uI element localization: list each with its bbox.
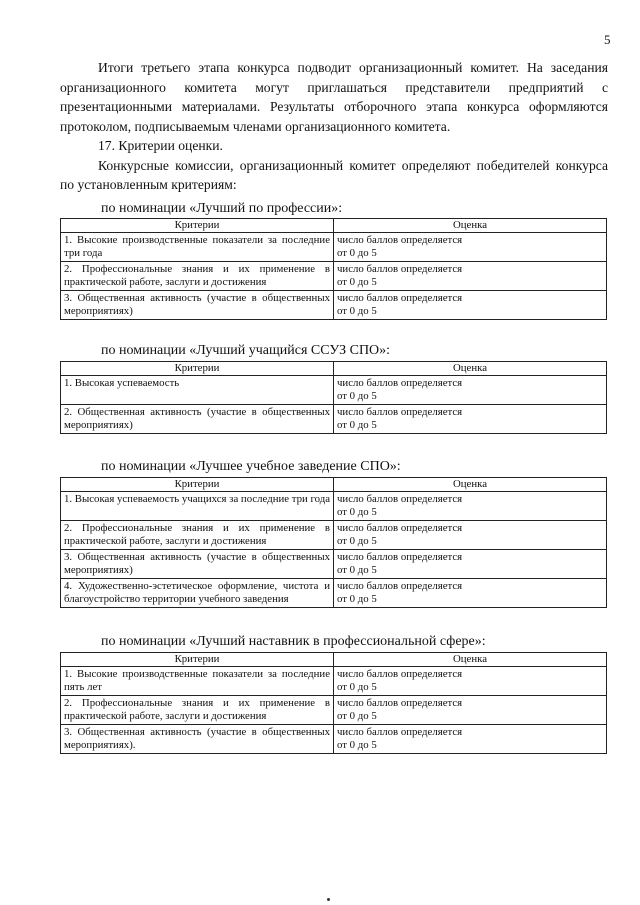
- table-row: [61, 233, 607, 262]
- criterion-cell: 3. Общественная активность (участие в общественных мероприятиях): [61, 550, 334, 579]
- criteria-table: [60, 218, 607, 320]
- column-header-score: Оценка: [334, 478, 607, 492]
- column-header-score: Оценка: [334, 362, 607, 376]
- nomination-heading: по номинации «Лучший наставник в профессиональной сфере»:: [101, 634, 486, 649]
- criteria-table: [60, 477, 607, 608]
- table-row: [61, 696, 607, 725]
- criterion-cell: 2. Общественная активность (участие в общественных мероприятиях): [61, 405, 334, 434]
- score-cell: число баллов определяется от 0 до 5: [334, 550, 607, 579]
- table-row: [61, 667, 607, 696]
- column-header-criteria: Критерии: [61, 653, 334, 667]
- table-row: [61, 262, 607, 291]
- score-cell: число баллов определяется от 0 до 5: [334, 405, 607, 434]
- score-cell: число баллов определяется от 0 до 5: [334, 579, 607, 608]
- score-cell: число баллов определяется от 0 до 5: [334, 291, 607, 320]
- criterion-cell: 3. Общественная активность (участие в общественных мероприятиях).: [61, 725, 334, 754]
- criterion-cell: 3. Общественная активность (участие в общественных мероприятиях): [61, 291, 334, 320]
- scan-dot-mark: [327, 898, 330, 901]
- column-header-criteria: Критерии: [61, 362, 334, 376]
- score-cell: число баллов определяется от 0 до 5: [334, 667, 607, 696]
- criteria-table: [60, 652, 607, 754]
- table-row: [61, 725, 607, 754]
- column-header-score: Оценка: [334, 653, 607, 667]
- intro-text: [60, 58, 608, 195]
- criterion-cell: 4. Художественно-эстетическое оформление, чистота и благоустройство территории учебного заведения: [61, 579, 334, 608]
- criterion-cell: 2. Профессиональные знания и их применение в практической работе, заслуги и достижения: [61, 262, 334, 291]
- page-number: 5: [604, 32, 611, 47]
- score-cell: число баллов определяется от 0 до 5: [334, 725, 607, 754]
- table-row: [61, 405, 607, 434]
- table-row: [61, 550, 607, 579]
- score-cell: число баллов определяется от 0 до 5: [334, 376, 607, 405]
- intro-paragraph: Итоги третьего этапа конкурса подводит организационный комитет. На заседания организационного комитета могут приглашаться представители предприятий с презентационными материалами. Результаты отборочного этапа конкурса оформляются протоколом, подписываемым членами организационного комитета.: [60, 60, 608, 134]
- table-row: [61, 291, 607, 320]
- table-header-row: [61, 653, 607, 667]
- table-row: [61, 376, 607, 405]
- column-header-score: Оценка: [334, 219, 607, 233]
- criterion-cell: 1. Высокие производственные показатели за последние три года: [61, 233, 334, 262]
- criteria-table: [60, 361, 607, 434]
- table-row: [61, 521, 607, 550]
- criterion-cell: 2. Профессиональные знания и их применение в практической работе, заслуги и достижения: [61, 696, 334, 725]
- nomination-heading: по номинации «Лучшее учебное заведение СПО»:: [101, 459, 401, 474]
- intro-paragraph: Конкурсные комиссии, организационный комитет определяют победителей конкурса по установленным критериям:: [60, 157, 608, 192]
- criterion-cell: 1. Высокие производственные показатели за последние пять лет: [61, 667, 334, 696]
- score-cell: число баллов определяется от 0 до 5: [334, 262, 607, 291]
- score-cell: число баллов определяется от 0 до 5: [334, 696, 607, 725]
- criteria-section-title: 17. Критерии оценки.: [98, 138, 223, 153]
- table-row: [61, 579, 607, 608]
- table-header-row: [61, 362, 607, 376]
- score-cell: число баллов определяется от 0 до 5: [334, 521, 607, 550]
- table-header-row: [61, 219, 607, 233]
- nomination-heading: по номинации «Лучший учащийся ССУЗ СПО»:: [101, 343, 391, 358]
- score-cell: число баллов определяется от 0 до 5: [334, 492, 607, 521]
- nomination-heading: по номинации «Лучший по профессии»:: [101, 201, 343, 216]
- column-header-criteria: Критерии: [61, 478, 334, 492]
- criterion-cell: 1. Высокая успеваемость учащихся за последние три года: [61, 492, 334, 521]
- criterion-cell: 2. Профессиональные знания и их применение в практической работе, заслуги и достижения: [61, 521, 334, 550]
- column-header-criteria: Критерии: [61, 219, 334, 233]
- table-header-row: [61, 478, 607, 492]
- criterion-cell: 1. Высокая успеваемость: [61, 376, 334, 405]
- table-row: [61, 492, 607, 521]
- score-cell: число баллов определяется от 0 до 5: [334, 233, 607, 262]
